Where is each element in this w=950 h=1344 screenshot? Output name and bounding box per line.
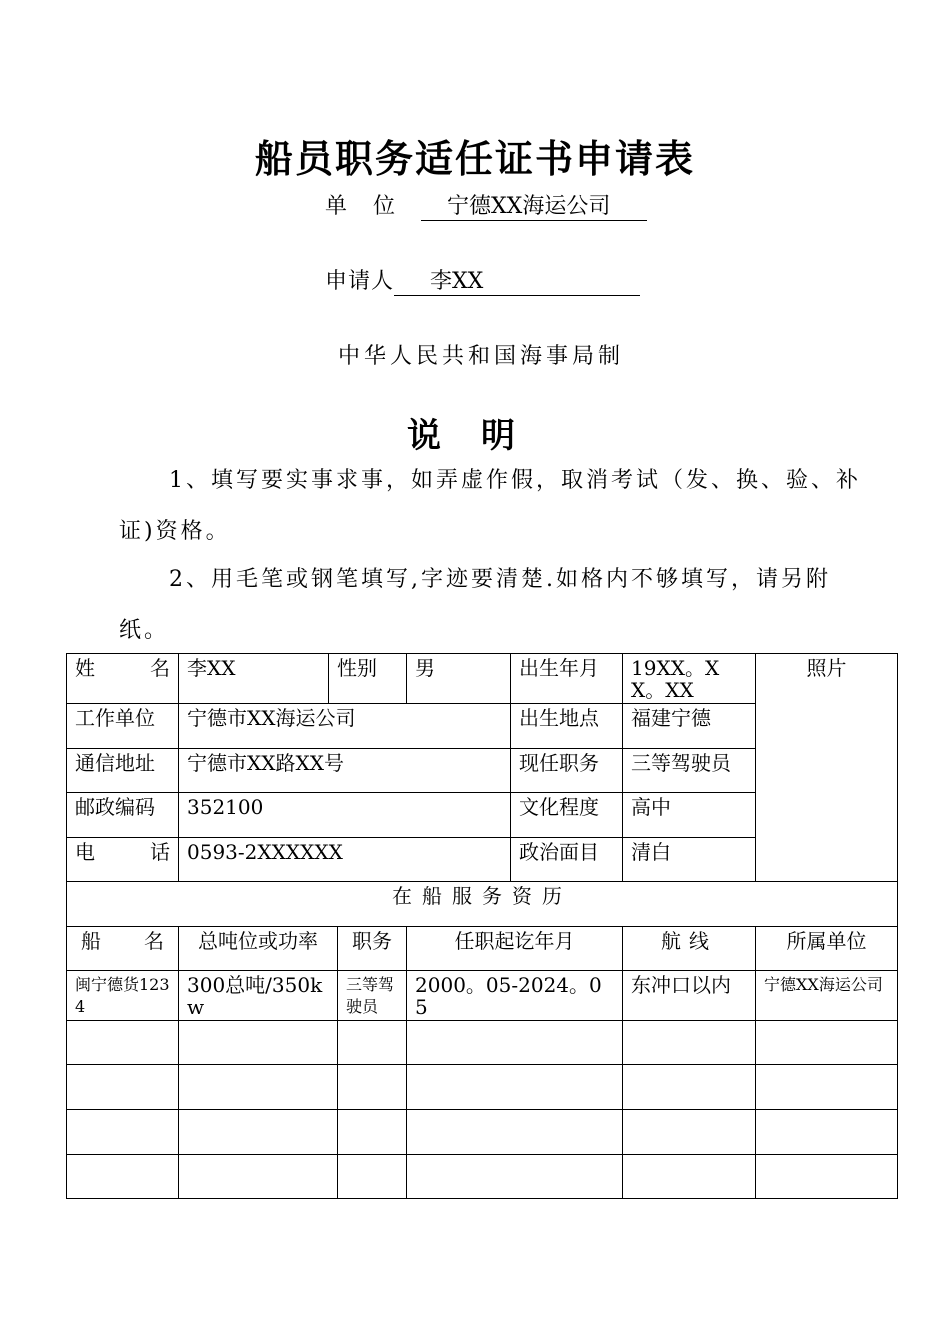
empty-cell[interactable]	[407, 1110, 623, 1155]
unit-value[interactable]: 宁德XX海运公司	[421, 189, 647, 221]
company-header: 所属单位	[756, 927, 898, 971]
photo-cell[interactable]: 照片	[756, 654, 898, 882]
ship-name-header-char: 船	[81, 929, 101, 953]
birth-date-label: 出生年月	[511, 654, 623, 704]
empty-cell[interactable]	[756, 1065, 898, 1110]
name-label-char: 姓	[75, 656, 95, 680]
name-label-char: 名	[150, 656, 170, 680]
empty-cell[interactable]	[756, 1155, 898, 1199]
empty-cell[interactable]	[623, 1110, 756, 1155]
unit-label: 单位	[325, 194, 422, 219]
table-row	[67, 1155, 898, 1199]
position-value[interactable]: 三等驾驶员	[623, 749, 756, 793]
empty-cell[interactable]	[179, 1065, 338, 1110]
birth-date-value[interactable]: 19XX。XX。XX	[623, 654, 756, 704]
address-value[interactable]: 宁德市XX路XX号	[179, 749, 511, 793]
table-row	[67, 1021, 898, 1065]
empty-cell[interactable]	[407, 1021, 623, 1065]
table-row	[67, 1110, 898, 1155]
applicant-value[interactable]: 李XX	[394, 264, 640, 296]
empty-cell[interactable]	[67, 1110, 179, 1155]
note-item: 1、填写要实事求事，如弄虚作假，取消考试（发、换、验、补证)资格。	[119, 468, 861, 544]
duty-header: 职务	[338, 927, 407, 971]
postcode-label: 邮政编码	[67, 793, 179, 838]
empty-cell[interactable]	[179, 1155, 338, 1199]
note-item: 2、用毛笔或钢笔填写,字迹要清楚.如格内不够填写，请另附纸。	[119, 567, 831, 643]
form-title: 船员职务适任证书申请表	[254, 136, 695, 181]
tonnage-header: 总吨位或功率	[179, 927, 338, 971]
table-row	[67, 1065, 898, 1110]
position-label: 现任职务	[511, 749, 623, 793]
applicant-field	[325, 264, 640, 296]
phone-label-char: 电	[75, 840, 95, 864]
empty-cell[interactable]	[338, 1110, 407, 1155]
empty-cell[interactable]	[179, 1021, 338, 1065]
tonnage-cell[interactable]: 300总吨/350kw	[179, 971, 338, 1021]
empty-cell[interactable]	[407, 1155, 623, 1199]
empty-cell[interactable]	[623, 1021, 756, 1065]
birthplace-label: 出生地点	[511, 704, 623, 749]
empty-cell[interactable]	[407, 1065, 623, 1110]
ship-name-header	[67, 927, 179, 971]
empty-cell[interactable]	[338, 1021, 407, 1065]
gender-label: 性别	[329, 654, 407, 704]
company-cell[interactable]: 宁德XX海运公司	[756, 971, 898, 1021]
unit-field	[325, 189, 647, 221]
period-cell[interactable]: 2000。05-2024。05	[407, 971, 623, 1021]
ship-name-cell[interactable]: 闽宁德货1234	[67, 971, 179, 1021]
phone-label-char: 话	[150, 840, 170, 864]
name-value[interactable]: 李XX	[179, 654, 329, 704]
empty-cell[interactable]	[67, 1021, 179, 1065]
employer-value[interactable]: 宁德市XX海运公司	[179, 704, 511, 749]
education-value[interactable]: 高中	[623, 793, 756, 838]
empty-cell[interactable]	[338, 1155, 407, 1199]
name-label-cell	[67, 654, 179, 704]
notes-title: 说明	[407, 416, 555, 456]
duty-cell[interactable]: 三等驾驶员	[338, 971, 407, 1021]
empty-cell[interactable]	[67, 1065, 179, 1110]
gender-value[interactable]: 男	[407, 654, 511, 704]
birthplace-value[interactable]: 福建宁德	[623, 704, 756, 749]
application-table	[66, 653, 898, 1199]
empty-cell[interactable]	[756, 1021, 898, 1065]
empty-cell[interactable]	[623, 1065, 756, 1110]
employer-label: 工作单位	[67, 704, 179, 749]
phone-value[interactable]: 0593-2XXXXXX	[179, 838, 511, 882]
service-section-title: 在船服务资历	[67, 882, 898, 927]
address-label: 通信地址	[67, 749, 179, 793]
table-row	[67, 971, 898, 1021]
issuer: 中华人民共和国海事局制	[337, 344, 624, 369]
route-cell[interactable]: 东冲口以内	[623, 971, 756, 1021]
applicant-label: 申请人	[325, 269, 395, 294]
empty-cell[interactable]	[67, 1155, 179, 1199]
period-header: 任职起讫年月	[407, 927, 623, 971]
empty-cell[interactable]	[623, 1155, 756, 1199]
phone-label-cell	[67, 838, 179, 882]
empty-cell[interactable]	[756, 1110, 898, 1155]
empty-cell[interactable]	[179, 1110, 338, 1155]
empty-cell[interactable]	[338, 1065, 407, 1110]
education-label: 文化程度	[511, 793, 623, 838]
political-value[interactable]: 清白	[623, 838, 756, 882]
route-header	[623, 927, 756, 971]
route-header-text: 航线	[661, 929, 718, 953]
political-label: 政治面目	[511, 838, 623, 882]
ship-name-header-char: 名	[144, 929, 164, 953]
postcode-value[interactable]: 352100	[179, 793, 511, 838]
